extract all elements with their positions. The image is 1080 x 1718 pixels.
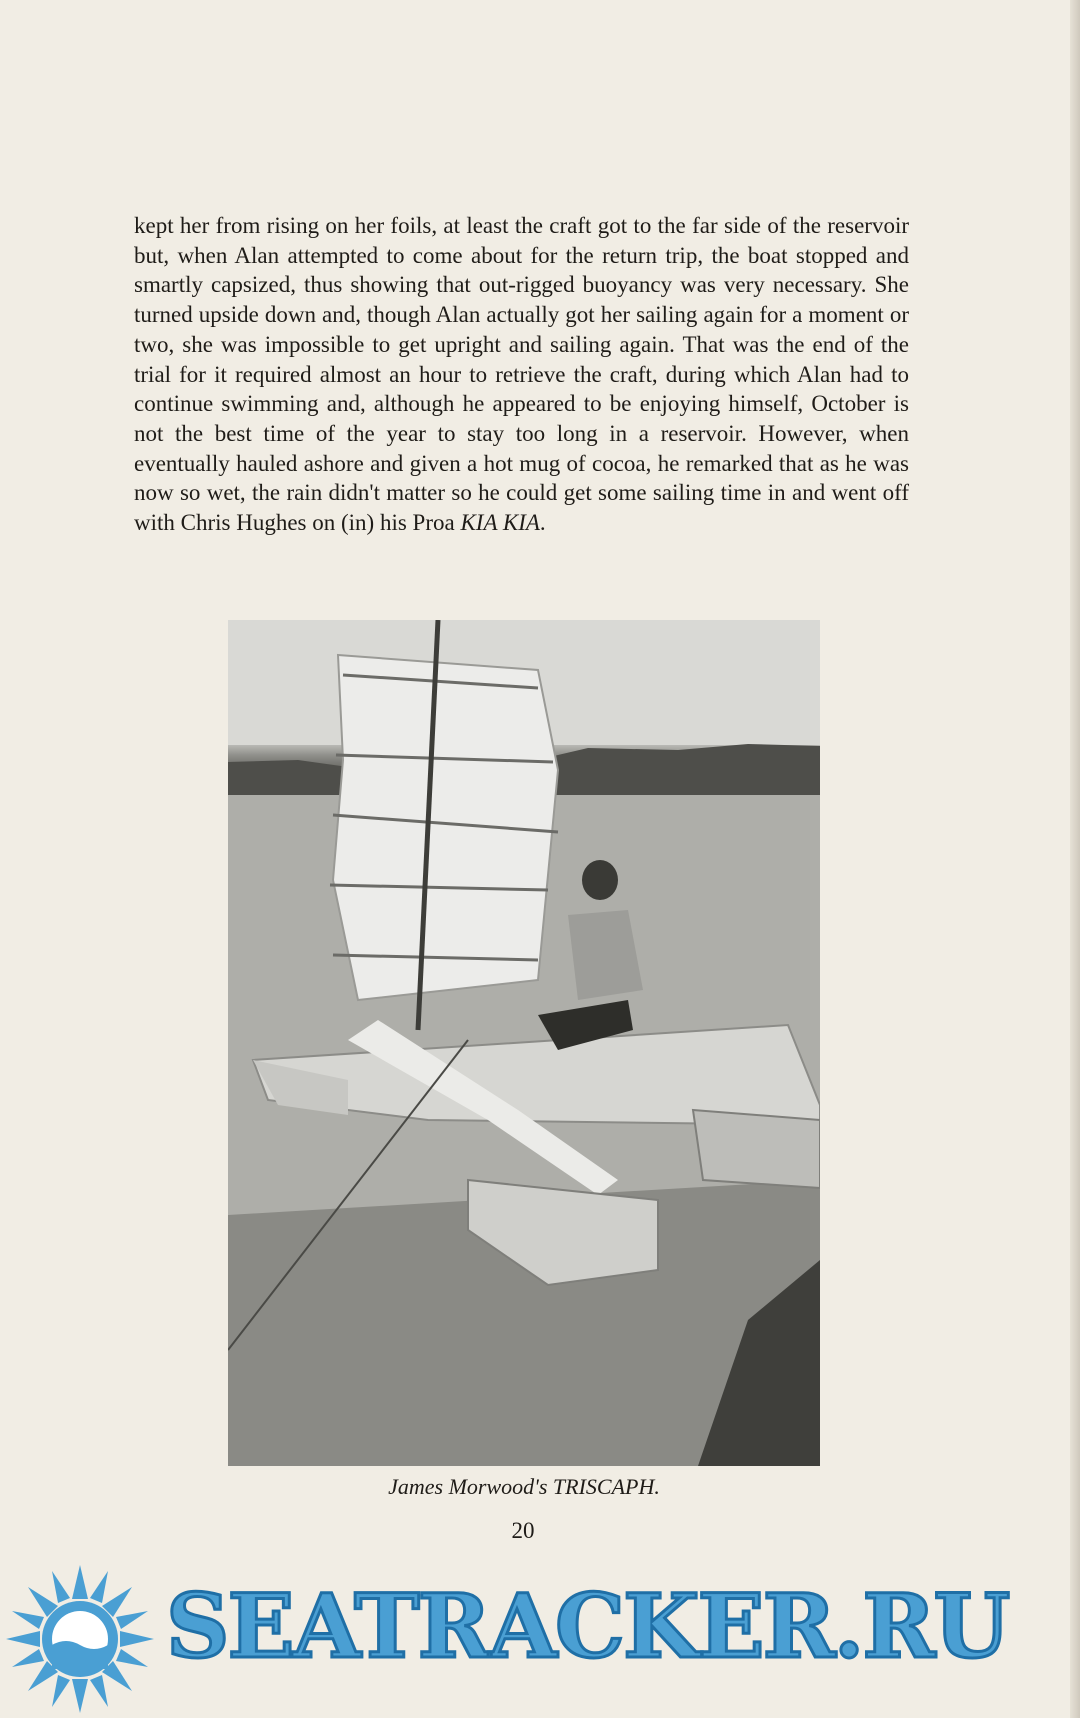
body-text-main: kept her from rising on her foils, at least the craft got to the far side of the reservoir but, when Alan attempted to come about for the return trip, the boat stopped and smartly capsized, thus showing that out-rigged buoyancy was very necessary. She turned upside down and, though Alan actually got her sailing again for a moment or two, she was impossible to get upright and sailing again. That was the end of the trial for it required almost an hour to retrieve the craft, during which Alan had to continue swimming and, although he appeared to be enjoying himself, October is not the best time of the year to stay too long in a reservoir. However, when eventually hauled ashore and given a hot mug of cocoa, he remarked that as he was now so wet, the rain didn't matter so he could get some sailing time in and went off with Chris Hughes on (in) his Proa: [134, 213, 909, 536]
vessel-name: KIA KIA: [460, 510, 540, 536]
page-edge: [1070, 0, 1080, 1718]
trimaran-photo: [228, 620, 820, 1466]
photo-caption: James Morwood's TRISCAPH.: [388, 1474, 660, 1499]
page-number: 20: [511, 1518, 535, 1543]
body-paragraph: [134, 211, 909, 538]
body-text-end: .: [539, 510, 546, 536]
watermark: [0, 1560, 1080, 1718]
watermark-text: SEATRACKER.RU: [166, 1574, 1009, 1678]
sun-icon: [0, 1560, 160, 1718]
